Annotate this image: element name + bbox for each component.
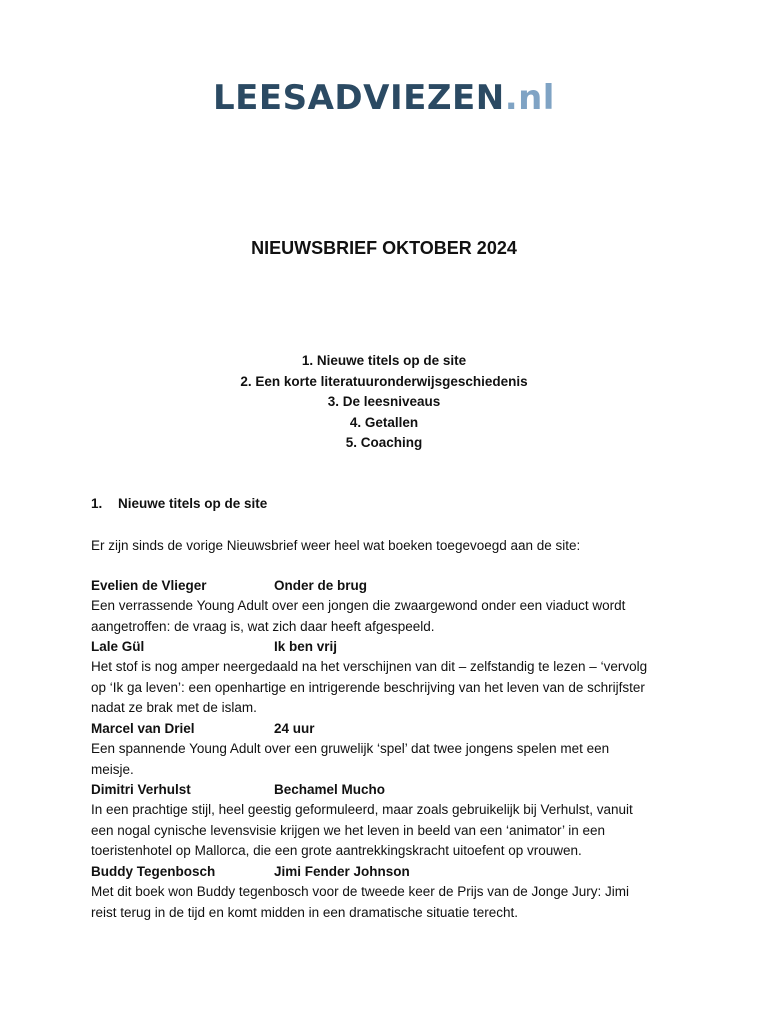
book-author: Dimitri Verhulst bbox=[91, 782, 191, 798]
book-author: Marcel van Driel bbox=[91, 720, 195, 736]
description-line: reist terug in de tijd en komt midden in een dramatische situatie terecht. bbox=[91, 904, 518, 920]
toc-item: 3. De leesniveaus bbox=[327, 394, 441, 409]
book-author: Evelien de Vlieger bbox=[91, 578, 207, 593]
description-line: op ‘Ik ga leven’: een openhartige en intrigerende beschrijving van het leven van de schrijfster bbox=[91, 679, 645, 695]
description-line: Met dit boek won Buddy tegenbosch voor de tweede keer de Prijs van de Jonge Jury: Jimi bbox=[91, 883, 630, 899]
section-number: 1. bbox=[91, 496, 103, 511]
section-heading-text: Nieuwe titels op de site bbox=[118, 496, 268, 511]
book-author: Lale Gül bbox=[91, 639, 145, 655]
book-title: Bechamel Mucho bbox=[274, 782, 386, 798]
description-line: nadat ze brak met de islam. bbox=[91, 700, 257, 716]
book-entry bbox=[91, 862, 691, 923]
book-header bbox=[91, 576, 691, 596]
book-title: Onder de brug bbox=[274, 578, 368, 593]
book-header bbox=[91, 637, 691, 657]
book-header bbox=[91, 719, 691, 739]
book-list bbox=[91, 576, 691, 923]
description-line: meisje. bbox=[91, 761, 134, 777]
description-line: Het stof is nog amper neergedaald na het verschijnen van dit – zelfstandig te lezen – ‘vervolg bbox=[91, 659, 648, 675]
description-line: Een verrassende Young Adult over een jongen die zwaargewond onder een viaduct wordt bbox=[91, 598, 626, 613]
book-description bbox=[91, 800, 691, 862]
book-description bbox=[91, 657, 691, 719]
toc-item: 1. Nieuwe titels op de site bbox=[301, 353, 467, 368]
toc-item: 4. Getallen bbox=[349, 414, 419, 430]
book-header bbox=[91, 862, 691, 882]
description-line: In een prachtige stijl, heel geestig geformuleerd, maar zoals gebruikelijk bij Verhulst, vanuit bbox=[91, 802, 633, 818]
logo-main-text: LEESADVIEZEN bbox=[213, 78, 505, 118]
toc-item: 5. Coaching bbox=[345, 435, 423, 450]
book-description bbox=[91, 739, 691, 780]
book-header bbox=[91, 780, 691, 800]
site-logo bbox=[0, 78, 768, 118]
description-line: toeristenhotel op Mallorca, die een grote aantrekkingskracht uitoefent op vrouwen. bbox=[91, 843, 582, 859]
section-heading bbox=[91, 494, 267, 514]
book-entry bbox=[91, 780, 691, 862]
book-title: 24 uur bbox=[274, 720, 315, 736]
newsletter-title: NIEUWSBRIEF OKTOBER 2024 bbox=[251, 238, 517, 258]
section-intro: Er zijn sinds de vorige Nieuwsbrief weer heel wat boeken toegevoegd aan de site: bbox=[91, 538, 581, 553]
book-entry bbox=[91, 576, 691, 637]
book-entry bbox=[91, 637, 691, 719]
book-author: Buddy Tegenbosch bbox=[91, 863, 216, 879]
table-of-contents bbox=[0, 351, 768, 454]
book-description bbox=[91, 882, 691, 923]
book-title: Jimi Fender Johnson bbox=[274, 863, 410, 879]
description-line: een nogal cynische levensvisie krijgen we het leven in beeld van een ‘animator’ in een bbox=[91, 822, 606, 838]
description-line: aangetroffen: de vraag is, wat zich daar heeft afgespeeld. bbox=[91, 618, 435, 634]
logo-tld-text: .nl bbox=[504, 78, 555, 118]
book-description bbox=[91, 596, 691, 637]
book-title: Ik ben vrij bbox=[274, 639, 338, 655]
book-entry bbox=[91, 719, 691, 780]
description-line: Een spannende Young Adult over een gruwelijk ‘spel’ dat twee jongens spelen met een bbox=[91, 740, 610, 756]
toc-item: 2. Een korte literatuuronderwijsgeschiedenis bbox=[240, 373, 528, 389]
